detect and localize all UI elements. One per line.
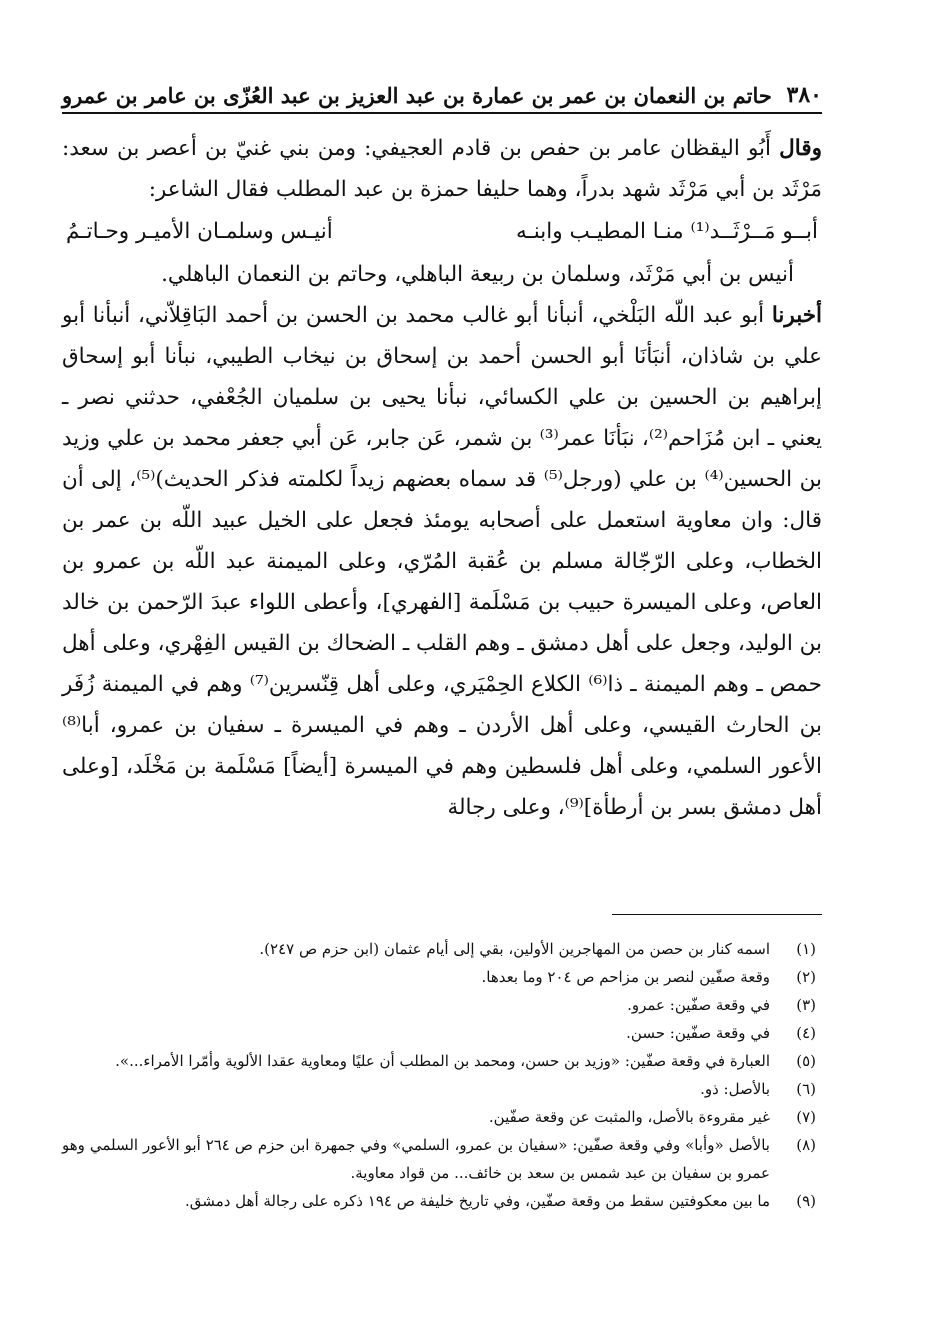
page-number: ٣٨٠	[786, 82, 822, 108]
paragraph-1-text: أَبُو اليقظان عامر بن حفص بن قادم العجيفي: ومن بني غنيّ بن أعصر بن سعد: مَرْثَد بن أبي مَرْثَد شهد بدراً، وهما حليفا حمزة بن عبد المطلب فقال الشاعر:	[62, 136, 822, 202]
footnote-5	[62, 1047, 822, 1075]
footnote-text: في وقعة صفّين: عمرو.	[627, 996, 770, 1014]
paragraph-1	[62, 128, 822, 210]
running-title: حاتم بن النعمان بن عمر بن عمارة بن عبد العزيز بن عبد العُزّى بن عامر بن عمرو	[62, 83, 772, 108]
footnote-text: بالأصل: ذو.	[700, 1080, 770, 1098]
footnote-number: (٩)	[796, 1192, 816, 1210]
footnote-text: في وقعة صفّين: حسن.	[626, 1024, 770, 1042]
verse-first-hemistich: أبــو مَــرْثَــد⁽¹⁾ منـا المطيـب وابنـه	[515, 219, 818, 244]
footnote-text: اسمه كنار بن حصن من المهاجرين الأولين، بقي إلى أيام عثمان (ابن حزم ص ٢٤٧).	[259, 940, 770, 958]
footnotes	[62, 935, 822, 1215]
footnote-9	[62, 1187, 822, 1215]
paragraph-3-text: أبو عبد اللّه البَلْخي، أنبأنا أبو غالب محمد بن الحسن بن أحمد البَاقِلاّني، أنبأنا أبو علي بن شاذان، أنبَأنَا أبو الحسن أحمد بن إسحاق بن نيخاب الطيبي، نبأنا أبو إسحاق إبراهيم بن الحسين بن علي الكسائي، نبأنا يحيى بن سلميان الجُعْفي، حدثني نصر ـ يعني ـ ابن مُزَاحم⁽²⁾، نبَأنَا عمر⁽³⁾ بن شمر، عَن جابر، عَن أبي جعفر محمد بن علي وزيد بن الحسين⁽⁴⁾ بن علي (ورجل⁽⁵⁾ قد سماه بعضهم زيداً لكلمته فذكر الحديث)⁽⁵⁾، إلى أن قال: وان معاوية استعمل على أصحابه يومئذ فجعل على الخيل عبيد اللّه بن عمر بن الخطاب، وعلى الرّجّالة مسلم بن عُقبة المُرّي، وعلى الميمنة عبد اللّه بن عمرو بن العاص، وعلى الميسرة حبيب بن مَسْلَمة [الفهري]، وأعطى اللواء عبدَ الرّحمن بن خالد بن الوليد، وجعل على أهل دمشق ـ وهم القلب ـ الضحاك بن القيس الفِهْري، وعلى أهل حمص ـ وهم الميمنة ـ ذا⁽⁶⁾ الكلاع الحِمْيَري، وعلى أهل قِنّسرين⁽⁷⁾ وهم في الميمنة زُفَر بن الحارث القيسي، وعلى أهل الأردن ـ وهم في الميسرة ـ سفيان بن عمرو، أبا⁽⁸⁾ الأعور السلمي، وعلى أهل فلسطين وهم في الميسرة [أيضاً] مَسْلَمة بن مَخْلَد، [وعلى أهل دمشق بسر بن أرطأة]⁽⁹⁾، وعلى رجالة	[62, 303, 822, 820]
footnote-7	[62, 1103, 822, 1131]
footnote-number: (١)	[796, 940, 816, 958]
footnote-number: (٧)	[796, 1108, 816, 1126]
footnote-separator	[612, 914, 822, 915]
footnote-number: (٣)	[796, 996, 816, 1014]
page-header	[62, 62, 822, 114]
footnote-text: العبارة في وقعة صفّين: «وزيد بن حسن، ومحمد بن المطلب أن عليًا ومعاوية عقدا الألوية وأمّرا الأمراء...».	[115, 1052, 770, 1070]
footnote-3	[62, 991, 822, 1019]
footnote-number: (٨)	[796, 1136, 816, 1154]
paragraph-2: أنيس بن أبي مَرْثَد، وسلمان بن ربيعة الباهلي، وحاتم بن النعمان الباهلي.	[161, 262, 794, 287]
footnote-number: (٢)	[796, 968, 816, 986]
footnote-8	[62, 1131, 822, 1187]
footnote-text: وقعة صفّين لنصر بن مزاحم ص ٢٠٤ وما بعدها.	[481, 968, 770, 986]
footnote-number: (٥)	[796, 1052, 816, 1070]
verse-second-hemistich: أنيـس وسلمـان الأميـر وحـاتـمُ	[66, 219, 333, 244]
footnote-1	[62, 935, 822, 963]
footnote-number: (٦)	[796, 1080, 816, 1098]
paragraph-3-lead: أخبرنا	[771, 303, 822, 328]
paragraph-1-lead: وقال	[779, 136, 822, 161]
poetry-verse	[62, 210, 822, 254]
main-text	[62, 128, 822, 828]
footnote-text: بالأصل «وأبا» وفي وقعة صفّين: «سفيان بن عمرو، السلمي» وفي جمهرة ابن حزم ص ٢٦٤ أبو الأعور السلمي وهو عمرو بن سفيان بن عبد شمس بن سعد بن خائف... من قواد معاوية.	[62, 1136, 770, 1182]
footnote-6	[62, 1075, 822, 1103]
footnote-text: ما بين معكوفتين سقط من وقعة صفّين، وفي تاريخ خليفة ص ١٩٤ ذكره على رجالة أهل دمشق.	[185, 1192, 770, 1210]
footnote-4	[62, 1019, 822, 1047]
footnote-text: غير مقروءة بالأصل، والمثبت عن وقعة صفّين.	[488, 1108, 770, 1126]
paragraph-3	[62, 295, 822, 828]
footnote-2	[62, 963, 822, 991]
footnote-number: (٤)	[796, 1024, 816, 1042]
